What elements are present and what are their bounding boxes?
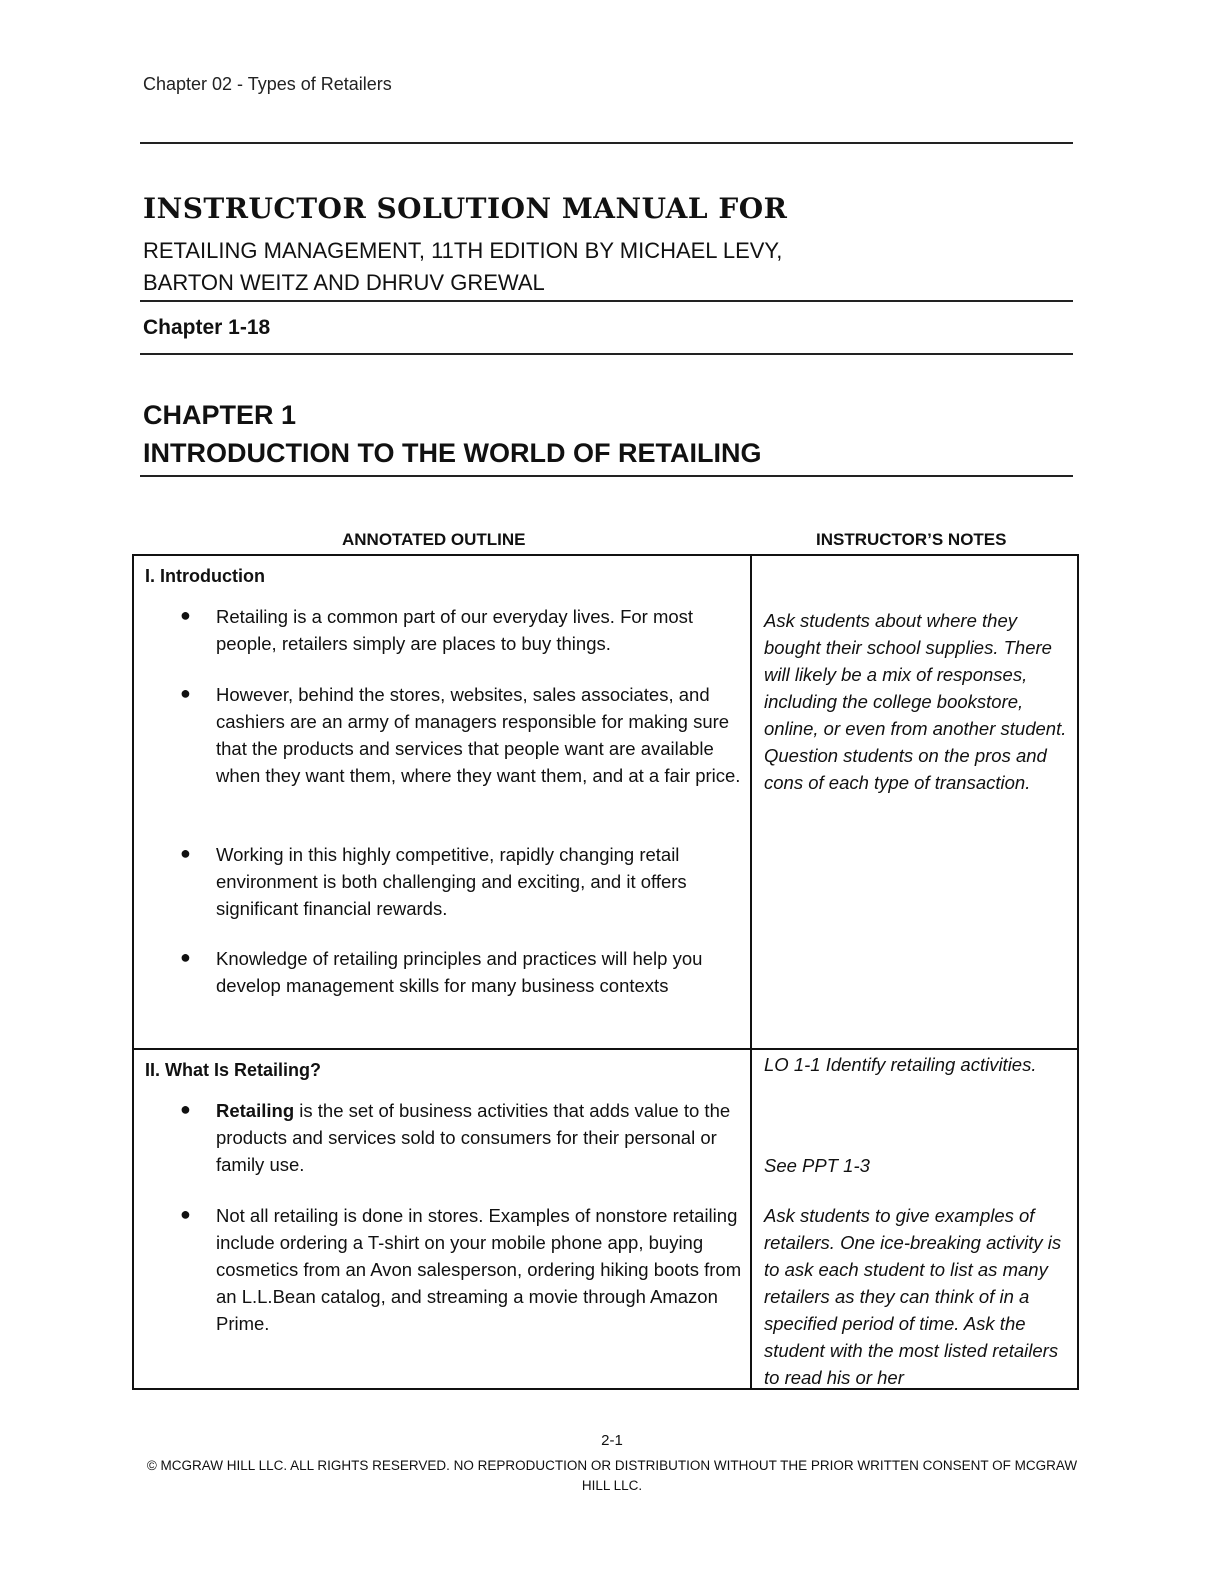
copyright-notice: © MCGRAW HILL LLC. ALL RIGHTS RESERVED. NO REPRODUCTION OR DISTRIBUTION WITHOUT THE PRIOR WRITTEN CONSENT OF MCGRAW HILL LLC. [146,1458,1078,1493]
retailing-bullet-1 [216,1097,746,1178]
retailing-term: Retailing [216,1100,295,1121]
chapter-rule [140,475,1073,477]
learning-objective-note: LO 1-1 Identify retailing activities. [764,1054,1037,1075]
intro-bullet-4: Knowledge of retailing principles and practices will help you develop management skills for many business contexts [216,948,703,996]
bullet-icon: ● [180,843,191,863]
intro-bullet-3: Working in this highly competitive, rapidly changing retail environment is both challenging and exciting, and it offers significant financial rewards. [216,844,687,919]
row-divider [132,1048,1079,1050]
running-header: Chapter 02 - Types of Retailers [143,74,392,94]
bullet-icon: ● [180,605,191,625]
bullet-icon: ● [180,683,191,703]
page-number: 2-1 [601,1432,623,1449]
ppt-reference-note: See PPT 1-3 [764,1155,870,1176]
bullet-icon: ● [180,947,191,967]
chapter-name: INTRODUCTION TO THE WORLD OF RETAILING [143,438,762,468]
column-divider [750,554,752,1390]
chapter-range-rule [140,353,1073,355]
title-rule [140,300,1073,302]
intro-bullet-2: However, behind the stores, websites, sales associates, and cashiers are an army of managers responsible for making sure that the products and services that people want are available when they want them, where they want them, and at a fair price. [216,684,741,786]
manual-title: INSTRUCTOR SOLUTION MANUAL FOR [143,192,788,225]
retailing-bullet-2: Not all retailing is done in stores. Examples of nonstore retailing include ordering a T-shirt on your mobile phone app, buying cosmetics from an Avon salesperson, ordering hiking boots from an L.L.Bean catalog, and streaming a movie through Amazon Prime. [216,1205,742,1334]
section-title-what-is-retailing: II. What Is Retailing? [145,1060,322,1080]
bullet-icon: ● [180,1099,191,1119]
retailing-definition: is the set of business activities that adds value to the products and services sold to consumers for their personal or family use. [216,1100,731,1175]
chapter-range: Chapter 1-18 [143,316,271,339]
instructors-notes-header: INSTRUCTOR’S NOTES [816,530,1007,549]
section-title-introduction: I. Introduction [145,566,265,586]
intro-bullet-1: Retailing is a common part of our everyday lives. For most people, retailers simply are places to buy things. [216,606,694,654]
book-subtitle-line-1: RETAILING MANAGEMENT, 11TH EDITION BY MICHAEL LEVY, [143,238,783,263]
retailers-activity-note: Ask students to give examples of retailers. One ice-breaking activity is to ask each student to list as many retailers as they can think of in a specified period of time. Ask the student with the most listed retailers to read his or her [764,1205,1062,1388]
intro-instructor-note: Ask students about where they bought their school supplies. There will likely be a mix of responses, including the college bookstore, online, or even from another student. Question students on the pros and cons of each type of transaction. [764,610,1067,793]
book-subtitle-line-2: BARTON WEITZ AND DHRUV GREWAL [143,270,545,295]
header-rule [140,142,1073,144]
annotated-outline-header: ANNOTATED OUTLINE [342,530,526,549]
chapter-number: CHAPTER 1 [143,400,297,430]
bullet-icon: ● [180,1204,191,1224]
